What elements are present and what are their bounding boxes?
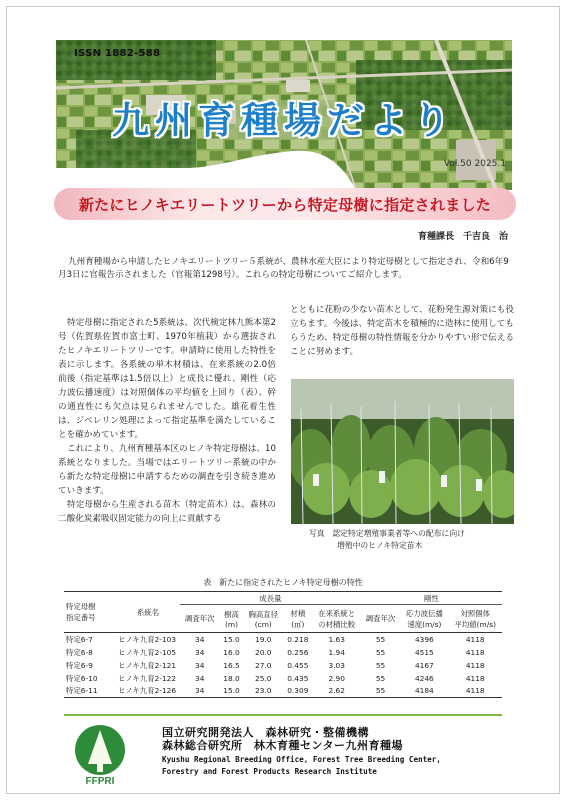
- table-cell: 4118: [465, 673, 485, 683]
- photo-caption: [309, 528, 509, 552]
- body-column-right: とともに花粉の少ない苗木として、花粉発生源対策にも役立ちます。今後は、特定苗木を積極的に造林に使用してもらうため、特定母樹の特性情報を分かりやすい形で伝えることに努めます。: [290, 305, 514, 357]
- col-header-dbh: 胸高直径 (cm): [244, 605, 283, 633]
- table-cell: 34: [195, 647, 205, 657]
- org-name-en-line2: Forestry and Forest Products Research Institute: [162, 767, 377, 776]
- ffpri-logo: [68, 724, 132, 786]
- seedling-photo: [291, 379, 514, 524]
- table-cell: 特定6-8: [66, 647, 93, 657]
- lead-paragraph: 九州育種場から申請したヒノキエリートツリー５系統が、農林水産大臣により特定母樹として指定され、令和6年9月3日に官報告示されました（官報第1298号）。これらの特定母樹についてご紹介します。: [58, 257, 509, 280]
- table-cell: 23.0: [244, 685, 283, 698]
- table-cell: 55: [375, 647, 386, 657]
- table-cell: ヒノキ九育2-122: [118, 673, 177, 683]
- table-cell: 4118: [465, 660, 485, 670]
- table-cell: ヒノキ九育2-121: [118, 660, 177, 670]
- col-header-volume: 材積 (㎥): [283, 605, 313, 633]
- logo-text: FFPRI: [85, 776, 115, 786]
- table-cell: 4184: [400, 685, 448, 698]
- masthead-banner: [56, 40, 512, 190]
- table-cell: 特定6-10: [66, 673, 98, 683]
- headline-text: 新たにヒノキエリートツリーから特定母樹に指定されました: [78, 195, 492, 214]
- table-body: [64, 633, 502, 698]
- table-cell: 4396: [414, 634, 434, 644]
- table-cell: 34: [180, 685, 219, 698]
- org-name-line1: 国立研究開発法人 森林研究・整備機構: [162, 726, 369, 739]
- table-cell: 特定6-7: [66, 634, 93, 644]
- col-header-age: 調査年次: [180, 605, 219, 633]
- footer-rule: [64, 714, 502, 716]
- table-cell: ヒノキ九育2-103: [118, 634, 177, 644]
- table-cell: 0.218: [287, 634, 309, 644]
- table-title: 表 新たに指定されたヒノキ特定母樹の特性: [203, 578, 363, 587]
- table-cell: 55: [361, 685, 400, 698]
- body-paragraph: 特定母樹に指定された5系統は、次代検定林九熊本第2号（佐賀県佐賀市富士町、1970年植栽）から選抜されたヒノキエリートツリーです。申請時に使用した特性を表に示します。各系統の単木材積は、在来系統の2.0倍前後（指定基準は1.5倍以上）と成長に優れ、剛性（応力波伝播速度）は対照個体の平均値を上回り（表）、幹の通直性にも欠点は見られませんでした。雄花着生性は、ジベレリン処理によって指定基準を満たしていることを確かめています。: [58, 318, 276, 440]
- table-cell: 1.63: [328, 634, 345, 644]
- table-cell: 4118: [465, 647, 485, 657]
- body-paragraph: これにより、九州育種基本区のヒノキ特定母樹は、10系統となりました。当場ではエリートツリー系統の中から新たな特定母樹に申請するための調査を引き続き進めていきます。: [58, 444, 276, 496]
- table-cell: 2.62: [313, 685, 361, 698]
- col-header-id: 特定母樹 指定番号: [64, 592, 116, 633]
- caption-line: 写真 認定特定増殖事業者等への配布に向け: [309, 529, 465, 538]
- table-cell: 15.0: [223, 634, 240, 644]
- table-cell: ヒノキ九育2-105: [118, 647, 177, 657]
- issn: ISSN 1882-588: [74, 48, 161, 59]
- group-header-growth: 成長量: [180, 592, 361, 605]
- table-cell: 18.0: [223, 673, 240, 683]
- footer-organization: [162, 726, 441, 778]
- org-name-en-line1: Kyushu Regional Breeding Office, Forest Tree Breeding Center,: [162, 755, 441, 764]
- table-cell: 3.03: [328, 660, 345, 670]
- table-cell: 4515: [414, 647, 434, 657]
- table-cell: 55: [375, 660, 386, 670]
- table-cell: 34: [195, 673, 205, 683]
- table-row: [64, 659, 502, 672]
- headline-bar: [54, 188, 516, 220]
- table-cell: ヒノキ九育2-126: [116, 685, 180, 698]
- table-cell: 27.0: [255, 660, 272, 670]
- table-cell: 16.5: [223, 660, 240, 670]
- table-cell: 16.0: [223, 647, 240, 657]
- col-header-age2: 調査年次: [361, 605, 400, 633]
- table-cell: 25.0: [255, 673, 272, 683]
- table-row: [64, 633, 502, 646]
- table-row: [64, 646, 502, 659]
- newsletter-title: 九州育種場だより: [112, 98, 456, 142]
- table-cell: 0.435: [287, 673, 309, 683]
- table-cell: 0.256: [287, 647, 309, 657]
- table-row: [64, 685, 502, 698]
- table-cell: 4167: [414, 660, 434, 670]
- col-header-ratio: 在来系統と の材積比較: [313, 605, 361, 633]
- table-cell: 55: [375, 673, 386, 683]
- col-header-name: 系統名: [116, 592, 180, 633]
- volume-date: Vol.50 2025.1: [443, 159, 506, 169]
- table-cell: 55: [375, 634, 386, 644]
- table-cell: 特定6-11: [64, 685, 116, 698]
- table-cell: 0.309: [283, 685, 313, 698]
- table-cell: 20.0: [255, 647, 272, 657]
- col-header-speed: 応力波伝播 速度(m/s): [400, 605, 448, 633]
- table-cell: 1.94: [328, 647, 345, 657]
- col-header-height: 樹高 (m): [219, 605, 243, 633]
- characteristics-table: [64, 591, 502, 698]
- table-cell: 特定6-9: [66, 660, 93, 670]
- table-cell: 4118: [465, 634, 485, 644]
- table-cell: 19.0: [255, 634, 272, 644]
- author-line: 育種課長 千吉良 治: [417, 232, 508, 242]
- table-cell: 4118: [448, 685, 502, 698]
- body-column-left: [58, 316, 276, 526]
- caption-line: 増殖中のヒノキ特定苗木: [337, 541, 423, 550]
- body-paragraph: 特定母樹から生産される苗木（特定苗木）は、森林の二酸化炭素吸収固定能力の向上に貢献する: [58, 500, 276, 524]
- table-cell: 34: [195, 660, 205, 670]
- table-cell: 0.455: [287, 660, 309, 670]
- table-row: [64, 672, 502, 685]
- col-header-control: 対照個体 平均値(m/s): [448, 605, 502, 633]
- table-cell: 15.0: [219, 685, 243, 698]
- table-cell: 4246: [414, 673, 434, 683]
- org-name-line2: 森林総合研究所 林木育種センター九州育種場: [162, 739, 404, 752]
- table-cell: 2.90: [328, 673, 345, 683]
- table-cell: 34: [195, 634, 205, 644]
- group-header-stiffness: 剛性: [361, 592, 502, 605]
